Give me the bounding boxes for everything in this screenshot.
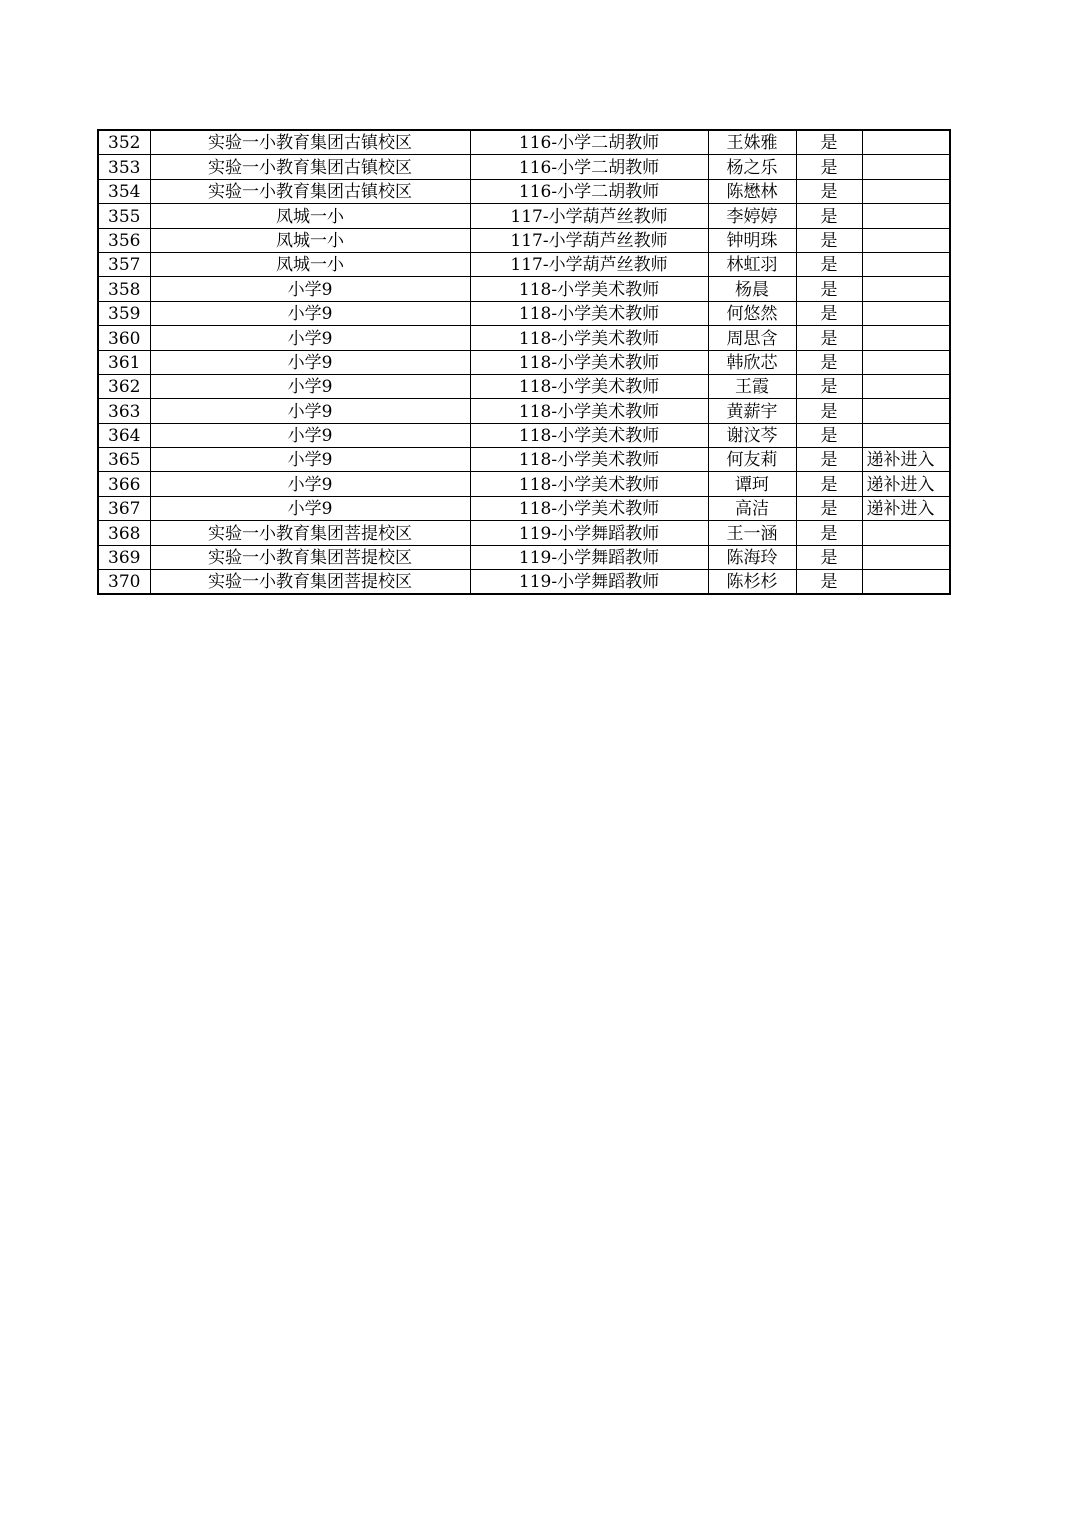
row-number-cell: 369 <box>98 545 150 569</box>
table-row <box>98 155 950 179</box>
name-cell: 黄薪宇 <box>708 399 796 423</box>
row-number-cell: 370 <box>98 570 150 595</box>
name-cell: 李婷婷 <box>708 204 796 228</box>
qualified-cell: 是 <box>796 155 862 179</box>
table-row <box>98 423 950 447</box>
name-cell: 谢汶芩 <box>708 423 796 447</box>
table-row <box>98 545 950 569</box>
qualified-cell: 是 <box>796 179 862 203</box>
table-row <box>98 570 950 595</box>
name-cell: 林虹羽 <box>708 252 796 276</box>
table-row <box>98 399 950 423</box>
table-row <box>98 301 950 325</box>
school-cell: 小学9 <box>150 326 470 350</box>
row-number-cell: 354 <box>98 179 150 203</box>
name-cell: 王姝雅 <box>708 130 796 155</box>
name-cell: 杨晨 <box>708 277 796 301</box>
qualified-cell: 是 <box>796 545 862 569</box>
note-cell <box>862 301 950 325</box>
school-cell: 凤城一小 <box>150 204 470 228</box>
note-cell <box>862 155 950 179</box>
school-cell: 凤城一小 <box>150 252 470 276</box>
note-cell <box>862 277 950 301</box>
note-cell <box>862 252 950 276</box>
position-cell: 118-小学美术教师 <box>470 374 708 398</box>
position-cell: 118-小学美术教师 <box>470 399 708 423</box>
table-row <box>98 130 950 155</box>
note-cell: 递补进入 <box>862 496 950 520</box>
row-number-cell: 355 <box>98 204 150 228</box>
school-cell: 实验一小教育集团古镇校区 <box>150 179 470 203</box>
table-row <box>98 521 950 545</box>
position-cell: 118-小学美术教师 <box>470 326 708 350</box>
name-cell: 陈懋林 <box>708 179 796 203</box>
note-cell <box>862 204 950 228</box>
school-cell: 实验一小教育集团菩提校区 <box>150 521 470 545</box>
qualified-cell: 是 <box>796 301 862 325</box>
table-row <box>98 179 950 203</box>
roster-table <box>97 129 951 595</box>
school-cell: 小学9 <box>150 472 470 496</box>
table-row <box>98 350 950 374</box>
note-cell: 递补进入 <box>862 472 950 496</box>
school-cell: 实验一小教育集团古镇校区 <box>150 130 470 155</box>
school-cell: 小学9 <box>150 496 470 520</box>
note-cell <box>862 570 950 595</box>
note-cell <box>862 374 950 398</box>
school-cell: 凤城一小 <box>150 228 470 252</box>
qualified-cell: 是 <box>796 204 862 228</box>
qualified-cell: 是 <box>796 374 862 398</box>
row-number-cell: 365 <box>98 448 150 472</box>
position-cell: 118-小学美术教师 <box>470 472 708 496</box>
school-cell: 小学9 <box>150 374 470 398</box>
name-cell: 王一涵 <box>708 521 796 545</box>
qualified-cell: 是 <box>796 448 862 472</box>
row-number-cell: 364 <box>98 423 150 447</box>
qualified-cell: 是 <box>796 130 862 155</box>
row-number-cell: 357 <box>98 252 150 276</box>
school-cell: 实验一小教育集团古镇校区 <box>150 155 470 179</box>
note-cell <box>862 521 950 545</box>
row-number-cell: 360 <box>98 326 150 350</box>
note-cell <box>862 228 950 252</box>
note-cell <box>862 545 950 569</box>
qualified-cell: 是 <box>796 326 862 350</box>
row-number-cell: 361 <box>98 350 150 374</box>
table-row <box>98 252 950 276</box>
position-cell: 117-小学葫芦丝教师 <box>470 252 708 276</box>
row-number-cell: 363 <box>98 399 150 423</box>
note-cell <box>862 130 950 155</box>
row-number-cell: 356 <box>98 228 150 252</box>
row-number-cell: 368 <box>98 521 150 545</box>
table-row <box>98 326 950 350</box>
row-number-cell: 352 <box>98 130 150 155</box>
position-cell: 116-小学二胡教师 <box>470 130 708 155</box>
row-number-cell: 362 <box>98 374 150 398</box>
table-row <box>98 472 950 496</box>
school-cell: 小学9 <box>150 448 470 472</box>
school-cell: 小学9 <box>150 399 470 423</box>
position-cell: 118-小学美术教师 <box>470 496 708 520</box>
note-cell <box>862 399 950 423</box>
school-cell: 小学9 <box>150 301 470 325</box>
row-number-cell: 366 <box>98 472 150 496</box>
row-number-cell: 359 <box>98 301 150 325</box>
name-cell: 陈海玲 <box>708 545 796 569</box>
school-cell: 小学9 <box>150 350 470 374</box>
position-cell: 116-小学二胡教师 <box>470 179 708 203</box>
position-cell: 118-小学美术教师 <box>470 301 708 325</box>
position-cell: 118-小学美术教师 <box>470 448 708 472</box>
school-cell: 实验一小教育集团菩提校区 <box>150 570 470 595</box>
school-cell: 实验一小教育集团菩提校区 <box>150 545 470 569</box>
name-cell: 周思含 <box>708 326 796 350</box>
name-cell: 谭珂 <box>708 472 796 496</box>
note-cell <box>862 326 950 350</box>
table-row <box>98 496 950 520</box>
name-cell: 何悠然 <box>708 301 796 325</box>
position-cell: 119-小学舞蹈教师 <box>470 570 708 595</box>
name-cell: 杨之乐 <box>708 155 796 179</box>
name-cell: 王霞 <box>708 374 796 398</box>
qualified-cell: 是 <box>796 277 862 301</box>
name-cell: 高洁 <box>708 496 796 520</box>
table-row <box>98 277 950 301</box>
position-cell: 118-小学美术教师 <box>470 423 708 447</box>
name-cell: 何友莉 <box>708 448 796 472</box>
name-cell: 韩欣芯 <box>708 350 796 374</box>
table-row <box>98 204 950 228</box>
qualified-cell: 是 <box>796 423 862 447</box>
qualified-cell: 是 <box>796 496 862 520</box>
qualified-cell: 是 <box>796 472 862 496</box>
school-cell: 小学9 <box>150 423 470 447</box>
position-cell: 119-小学舞蹈教师 <box>470 521 708 545</box>
position-cell: 118-小学美术教师 <box>470 277 708 301</box>
name-cell: 陈杉杉 <box>708 570 796 595</box>
qualified-cell: 是 <box>796 521 862 545</box>
name-cell: 钟明珠 <box>708 228 796 252</box>
note-cell <box>862 423 950 447</box>
table-row <box>98 374 950 398</box>
qualified-cell: 是 <box>796 350 862 374</box>
position-cell: 119-小学舞蹈教师 <box>470 545 708 569</box>
table-row <box>98 228 950 252</box>
position-cell: 117-小学葫芦丝教师 <box>470 204 708 228</box>
roster-table-body <box>98 130 950 594</box>
position-cell: 118-小学美术教师 <box>470 350 708 374</box>
row-number-cell: 367 <box>98 496 150 520</box>
table-row <box>98 448 950 472</box>
row-number-cell: 358 <box>98 277 150 301</box>
row-number-cell: 353 <box>98 155 150 179</box>
school-cell: 小学9 <box>150 277 470 301</box>
note-cell <box>862 179 950 203</box>
note-cell <box>862 350 950 374</box>
position-cell: 117-小学葫芦丝教师 <box>470 228 708 252</box>
qualified-cell: 是 <box>796 570 862 595</box>
qualified-cell: 是 <box>796 399 862 423</box>
position-cell: 116-小学二胡教师 <box>470 155 708 179</box>
qualified-cell: 是 <box>796 228 862 252</box>
qualified-cell: 是 <box>796 252 862 276</box>
note-cell: 递补进入 <box>862 448 950 472</box>
